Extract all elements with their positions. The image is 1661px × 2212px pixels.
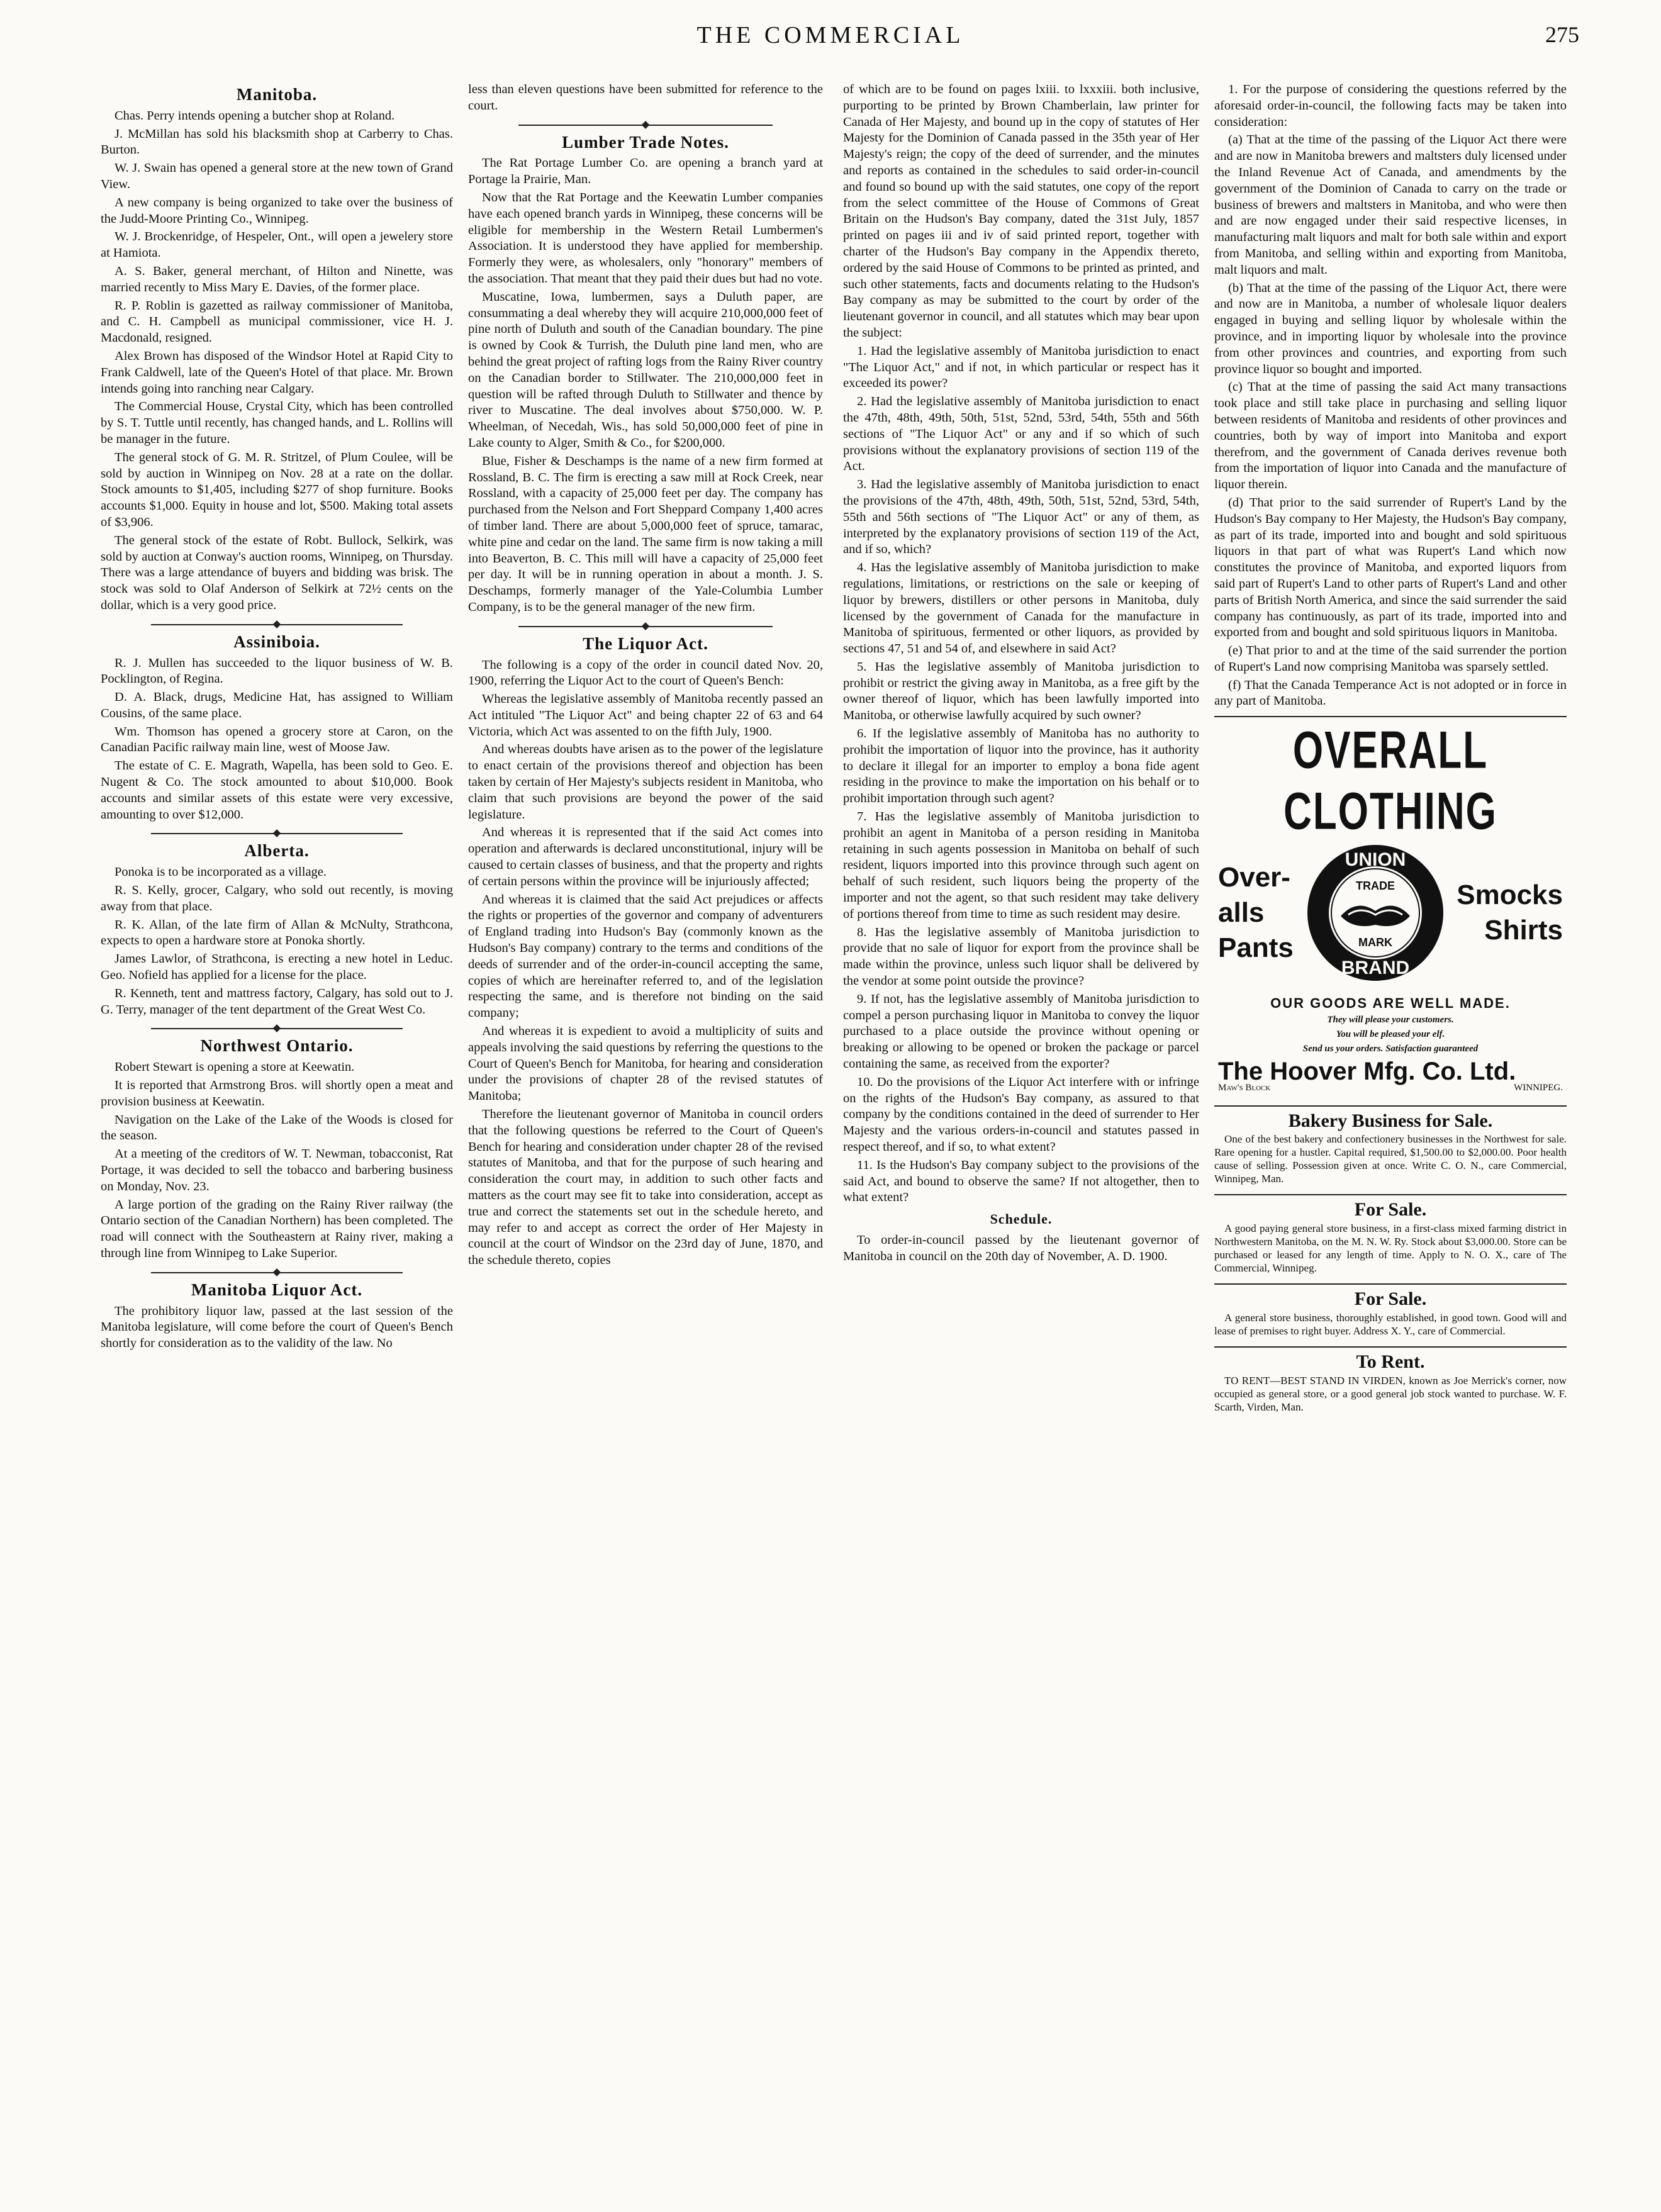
news-item: Navigation on the Lake of the Lake of the Woods is closed for the season. [101,1112,453,1143]
fact-item: (c) That at the time of passing the said Act many transactions took place and still take place in purchasing and selling liquor between residents of Manitoba and residents of other provinces and countries, both by way of import into Manitoba and export therefrom, and the government of Canada derives revenue both from the importation of liquor into Canada and the manufacture of liquor therein. [1214,380,1567,492]
ad-left-line: Over- [1218,862,1290,893]
seal-text-mark: MARK [1358,936,1392,949]
classified-text: One of the best bakery and confectionery businesses in the Northwest for sale. Rare opening for a hustler. Capital required, $1,500.00 to $2,000.00. Poor health cause of selling. Possession given at once. Write C. O. N., care Commercial, Winnipeg, Man. [1214,1133,1567,1185]
ad-right-products [1457,878,1563,948]
section-manitoba [101,108,453,614]
section-divider [101,1024,453,1033]
news-item: W. J. Swain has opened a general store at the new town of Grand View. [101,161,453,191]
classified-ad [1214,1199,1567,1285]
news-item: The estate of C. E. Magrath, Wapella, has been sold to Geo. E. Nugent & Co. The stock amounted to about $10,000. Book accounts and similar assets of this estate were very excessive, amounting to over $12,000. [101,759,453,822]
classified-ad [1214,1110,1567,1196]
column-4 [1214,82,1567,2196]
question-item: 8. Has the legislative assembly of Manitoba jurisdiction to provide that no sale of liquor for export from the province shall be made within the province, unless such liquor shall be delivered by the vendor at some point outside the province? [843,925,1199,988]
ad-note: You will be pleased your elf. [1336,1029,1445,1040]
section-divider [101,829,453,838]
section-heading-liquor-act: The Liquor Act. [583,634,708,653]
ad-company-name: The Hoover Mfg. Co. Ltd. [1218,1058,1516,1086]
continued-text: less than eleven questions have been submitted for reference to the court. [468,82,823,113]
question-item: 2. Had the legislative assembly of Manitoba jurisdiction to enact the 47th, 48th, 49th, 50th, 51st, 52nd, 53rd, 54th, 55th and 56th sections of "The Liquor Act" or any and if so which of such provisions without the explanatory provisions of section 119 of the Act. [843,394,1199,474]
classified-ad [1214,1351,1567,1422]
news-item: R. Kenneth, tent and mattress factory, Calgary, has sold out to J. G. Terry, manager of the tent department of the Great West Co. [101,986,453,1017]
seal-text-trade: TRADE [1355,880,1395,893]
section-heading-manitoba: Manitoba. [236,85,318,104]
ad-middle [1218,841,1563,985]
column-3 [843,82,1199,2196]
fact-item: (f) That the Canada Temperance Act is not adopted or in force in any part of Manitoba. [1214,678,1567,708]
news-item: Now that the Rat Portage and the Keewatin Lumber companies have each opened branch yards in Winnipeg, these concerns will be eligible for membership in the Western Retail Lumbermen's Association. It is understood they have applied for membership. Formerly they were, as wholesalers, only "honorary" members of the association. That meant that they paid their dues but had no vote. [468,190,823,286]
ad-title: OVERALL CLOTHING [1284,721,1497,841]
section-heading-assiniboia: Assiniboia. [233,632,320,651]
news-item: W. J. Brockenridge, of Hespeler, Ont., will open a jewelery store at Hamiota. [101,230,453,260]
news-item: A large portion of the grading on the Rainy River railway (the Ontario section of the Canadian Northern) has been completed. The road will connect with the Southeastern at Rainy river, making a through line from Winnipeg to Lake Superior. [101,1197,453,1260]
news-item: The following is a copy of the order in council dated Nov. 20, 1900, referring the Liquor Act to the court of Queen's Bench: [468,657,823,688]
section-divider [468,622,823,631]
news-item: And whereas doubts have arisen as to the power of the legislature to enact certain of the provisions thereof and objection has been taken by certain of Her Majesty's subjects resident in Manitoba, who claim that such provisions are beyond the power of the said legislature. [468,742,823,822]
classified-heading: For Sale. [1354,1288,1427,1310]
question-item: 3. Had the legislative assembly of Manitoba jurisdiction to enact the provisions of the 47th, 48th, 49th, 50th, 51st, 52nd, 53rd, 54th, 55th and 56th sections of "The Liquor Act" or any of them, as interpreted by the explanatory provisions of section 119 of the Act, and if so, which? [843,478,1199,557]
news-item: D. A. Black, drugs, Medicine Hat, has assigned to William Cousins, of the same place. [101,690,453,720]
news-item: R. K. Allan, of the late firm of Allan & McNulty, Strathcona, expects to open a hardware store at Ponoka shortly. [101,917,453,948]
news-item: The general stock of the estate of Robt. Bullock, Selkirk, was sold by auction at Conway's auction rooms, Winnipeg, on Thursday. There was a large attendance of buyers and bidding was brisk. The stock was sold to Olaf Anderson of Selkirk at 72½ cents on the dollar, which is a very good price. [101,533,453,612]
classified-text: A general store business, thoroughly established, in good town. Good will and lease of premises to right buyer. Address X. Y., care of Commercial. [1214,1312,1567,1338]
fact-item: (d) That prior to the said surrender of Rupert's Land by the Hudson's Bay company to Her Majesty, the Hudson's Bay company, as part of its trade, imported into and bought and sold spirituous liquors in that part of what was Rupert's Land which now constitutes the province of Manitoba, and exported liquors from said part of Rupert's Land to other parts of Rupert's Land and other parts of British North America, and since the said surrender the said company has continuously, as part of its trade, imported into and exported from and bought and sold spirituous liquors in Manitoba. [1214,495,1567,640]
column-2 [468,82,823,2196]
news-item: J. McMillan has sold his blacksmith shop at Carberry to Chas. Burton. [101,126,453,157]
news-item: It is reported that Armstrong Bros. will shortly open a meat and provision business at Keewatin. [101,1078,453,1109]
question-item: 11. Is the Hudson's Bay company subject to the provisions of the said Act, and bound to observe the same? If not altogether, then to what extent? [843,1158,1199,1205]
section-heading-alberta: Alberta. [244,841,310,861]
page-number: 275 [1545,22,1579,47]
question-item: 1. Had the legislative assembly of Manitoba jurisdiction to enact "The Liquor Act," and if not, in which particular or respect has it exceeded its power? [843,344,1199,391]
question-item: 9. If not, has the legislative assembly of Manitoba jurisdiction to compel a person purchasing liquor in Manitoba to convey the liquor purchased to a place outside the province without opening or breaking or allowing to be opened or broken the package or parcel containing the same, as received from the exporter? [843,991,1199,1071]
ad-right-line: Shirts [1484,915,1563,946]
news-item: R. S. Kelly, grocer, Calgary, who sold out recently, is moving away from that place. [101,883,453,913]
news-item: The prohibitory liquor law, passed at the last session of the Manitoba legislature, will come before the court of Queen's Bench shortly for consideration as to the validity of the law. No [101,1304,453,1351]
newspaper-title: THE COMMERCIAL [696,22,965,48]
ad-slogan: OUR GOODS ARE WELL MADE. [1270,995,1511,1012]
news-item: Robert Stewart is opening a store at Keewatin. [115,1060,355,1075]
news-item: Alex Brown has disposed of the Windsor Hotel at Rapid City to Frank Caldwell, late of the Queen's Hotel of that place. Mr. Brown intends going into ranching near Calgary. [101,349,453,396]
question-item: 4. Has the legislative assembly of Manitoba jurisdiction to make regulations, limitations, or restrictions on the sale or keeping of liquor by brewers, distillers or other persons in Manitoba, duly licensed by the government of Canada for the manufacture in Manitoba of spirituous, fermented or other liquors, as provided by sections 47, 51 and 54 of, and elsewhere in said Act? [843,561,1199,656]
news-item: At a meeting of the creditors of W. T. Newman, tobacconist, Rat Portage, it was decided to sell the tobacco and barbering business on Monday, Nov. 23. [101,1147,453,1193]
section-heading-nw-ontario: Northwest Ontario. [200,1036,354,1056]
ad-note: They will please your customers. [1327,1015,1454,1025]
question-item: 6. If the legislative assembly of Manitoba has no authority to prohibit the importation of liquor into the province, has it authority to declare it illegal for an importer to employ a bona fide agent residing in the province to make the importation on his behalf or to prohibit importation through such agent? [843,727,1199,806]
classified-text: TO RENT—BEST STAND IN VIRDEN, known as Joe Merrick's corner, now occupied as general store, or a good general job stock wanted to purchase. W. F. Scarth, Virden, Man. [1214,1374,1567,1413]
fact-item: (e) That prior to and at the time of the said surrender the portion of Rupert's Land now comprising Manitoba was sparsely settled. [1214,644,1567,674]
question-item: 10. Do the provisions of the Liquor Act interfere with or infringe on the rights of the Hudson's Bay company, as assured to that company by the conditions contained in the deed of surrender to Her Majesty and the various orders-in-council and statutes passed in respect thereof, and if so, to what extent? [843,1075,1199,1154]
news-item: Chas. Perry intends opening a butcher shop at Roland. [115,108,395,123]
ad-city: WINNIPEG. [1514,1082,1563,1093]
news-item: Therefore the lieutenant governor of Manitoba in council orders that the following questions be referred to the Court of Queen's Bench for hearing and consideration under chapter 28 of the revised statutes of Manitoba, and that for the purpose of such hearing and consideration the court may, in addition to such other facts and matters as the court may see fit to take into consideration, accept as true and correct the statements set out in the schedule hereto, and may refer to and accept as correct the order of Her Majesty in council at the court of Windsor on the 23rd day of June, 1870, and the schedule thereto, copies [468,1107,823,1268]
schedule-text: To order-in-council passed by the lieutenant governor of Manitoba in council on the 20th day of November, A. D. 1900. [843,1232,1199,1263]
section-heading-manitoba-liquor-act: Manitoba Liquor Act. [191,1280,363,1299]
classified-heading: To Rent. [1356,1351,1425,1373]
ad-left-products [1218,860,1294,966]
news-item: And whereas it is represented that if the said Act comes into operation and afterwards is declared unconstitutional, injury will be caused to certain classes of business, and that the property and rights of certain persons within the province will be injuriously affected; [468,825,823,888]
classified-heading: Bakery Business for Sale. [1288,1110,1493,1131]
schedule-heading: Schedule. [990,1211,1053,1227]
question-item: 7. Has the legislative assembly of Manitoba jurisdiction to prohibit an agent in Manitoba of a person residing in Manitoba retaining in such agents possession in Manitoba on behalf of such resident, liquors imported into this province through such agent on behalf of such resident, such liquors being the property of the importer and not the agent, so that such resident may take delivery of portions thereof from time to time as such resident may desire. [843,810,1199,921]
news-item: James Lawlor, of Strathcona, is erecting a new hotel in Leduc. Geo. Nofield has applied for a license for the place. [101,952,453,983]
question-item: 5. Has the legislative assembly of Manitoba jurisdiction to prohibit or restrict the giving away in Manitoba, as a free gift by the owner thereof of liquor, which has been lawfully imported into Manitoba, or otherwise lawfully acquired by such owner? [843,659,1199,723]
classified-text: A good paying general store business, in a first-class mixed farming district in Northwestern Manitoba, on the M. N. W. Ry. Stock about $3,000.00. Store can be purchased or leased for any length of time. Apply to N. O. X., care of The Commercial, Winnipeg. [1214,1222,1567,1275]
ad-left-line: alls [1218,897,1265,929]
news-item: A new company is being organized to take over the business of the Judd-Moore Printing Co., Winnipeg. [101,195,453,226]
news-item: And whereas it is claimed that the said Act prejudices or affects the rights or properties of the governor and company of adventurers of England trading into Hudson's Bay (commonly known as the Hudson's Bay company) contrary to the terms and conditions of the deeds of surrender and of the order-in-council accepting the same, copies of which are hereinafter referred to, and of the legislation respecting the same, and is therefore not binding on the said company; [468,892,823,1020]
classified-heading: For Sale. [1354,1199,1427,1221]
news-item: The general stock of G. M. R. Stritzel, of Plum Coulee, will be sold by auction in Winnipeg on Nov. 28 at a rate on the dollar. Stock amounts to $1,405, including $277 of shop furniture. Books accounts $1,000. Equity in house and lot, $500. Making total assets of $3,906. [101,450,453,529]
seal-text-bottom: BRAND [1341,958,1409,979]
fact-item: (b) That at the time of the passing of the Liquor Act, there were and now are in Manitoba, a number of wholesale liquor dealers engaged in buying and selling liquor by wholesale within the province, and in importing liquor by wholesale into the province from other provinces and countries, and exporting from such province liquor so bought and imported. [1214,281,1567,376]
ad-left-line: Pants [1218,932,1294,964]
classifieds [1214,1110,1567,1422]
classified-ad [1214,1288,1567,1348]
section-heading-lumber: Lumber Trade Notes. [562,132,729,152]
fact-item: (a) That at the time of the passing of the Liquor Act there were and are now in Manitoba brewers and maltsters duly licensed under the Inland Revenue Act of Canada, and amendments by the government of the Dominion of Canada to carry on the trade or business of brewers and maltsters in Manitoba, and who were then and are now engaged under their said respective licenses, in manufacturing malt liquors and malt for both sale within and export from Manitoba, and selling within and exporting from Manitoba, malt liquors and malt. [1214,133,1567,277]
news-item: Whereas the legislative assembly of Manitoba recently passed an Act intituled "The Liquor Act" and being chapter 22 of 63 and 64 Victoria, which Act was assented to on the fifth July, 1900. [468,692,823,739]
ad-right-line: Smocks [1457,880,1563,911]
column-1 [101,82,453,2196]
section-assiniboia [101,656,453,824]
section-divider [101,620,453,629]
news-item: R. P. Roblin is gazetted as railway commissioner of Manitoba, and C. H. Campbell as municipal commissioner, vice H. J. Macdonald, resigned. [101,298,453,345]
news-item: A. S. Baker, general merchant, of Hilton and Ninette, was married recently to Miss Mary E. Davies, of the former place. [101,264,453,294]
news-item: Muscatine, Iowa, lumbermen, says a Duluth paper, are consummating a deal whereby they will acquire 210,000,000 feet of pine north of Duluth and south of the Canadian boundary. The pine is owned by Cook & Turrish, the Duluth pine land men, who are behind the great project of rafting logs from the Rainy River country on the Canadian border to Stillwater. The 210,000,000 feet in question will be rafted through Duluth to Stillwater and thence by river to Muscatine. The deal involves about $750,000. W. P. Wheelman, of Necedah, Wis., has sold 50,000,000 feet of pine in Lake county to Alger, Smith & Co., for $200,000. [468,289,823,450]
masthead [0,0,1661,69]
overall-clothing-ad [1214,716,1567,1106]
news-item: Wm. Thomson has opened a grocery store at Caron, on the Canadian Pacific railway main line, west of Moose Jaw. [101,724,453,755]
news-item: Blue, Fisher & Deschamps is the name of a new firm formed at Rossland, B. C. The firm is erecting a saw mill at Rock Creek, near Rossland, with a capacity of 25,000 feet per day. The company has purchased from the Nelson and Fort Sheppard Company 1,400 acres of timber land. There are about 5,000,000 feet of spruce, tamarac, white pine and cedar on the land. The same firm is now taking a mill into Beaverton, B. C. This mill will have a capacity of 25,000 feet per day. It will be in running operation in about a month. J. S. Deschamps, formerly manager of the Yale-Columbia Lumber Company, is to be the general manager of the new firm. [468,454,823,614]
news-item: The Rat Portage Lumber Co. are opening a branch yard at Portage la Prairie, Man. [468,156,823,187]
section-divider [468,121,823,130]
ad-block: Maw's Block [1218,1082,1271,1093]
section-alberta [101,864,453,1018]
seal-text-top: UNION [1345,849,1406,871]
continued-text: of which are to be found on pages lxiii. to lxxxiii. both inclusive, purporting to be printed by Brown Chamberlain, law printer for Canada of Her Majesty, and bound up in the copy of statutes of Her Majesty for the Dominion of Canada passed in the 35th year of Her Majesty's reign; the copy of the deed of surrender, and the minutes and reports as contained in the schedules to said order-in-council and found so bound up with the said statutes, one copy of the report from the select committee of the House of Commons of Great Britain on the Hudson's Bay company, dated the 31st July, 1857 printed on pages iii and iv of said printed report, together with charter of the Hudson's Bay company in the Appendix thereto, ordered by the said House of Commons to be printed as printed, and such other statements, facts and documents relating to the Hudson's Bay company as may be submitted to the court by order of the lieutenant governor in council, and all statutes which may bear upon the subject: [843,82,1199,340]
union-brand-seal-icon [1303,841,1448,985]
section-divider [101,1268,453,1277]
news-item: The Commercial House, Crystal City, which has been controlled by S. T. Tuttle until recently, has changed hands, and L. Rollins will be manager in the future. [101,399,453,446]
news-item: And whereas it is expedient to avoid a multiplicity of suits and appeals involving the said questions by referring the questions to the Court of Queen's Bench for Manitoba, for hearing and consideration under the provisions of chapter 28 of the revised statutes of Manitoba; [468,1024,823,1103]
ad-note: Send us your orders. Satisfaction guaranteed [1302,1044,1479,1054]
news-item: R. J. Mullen has succeeded to the liquor business of W. B. Pocklington, of Regina. [101,656,453,686]
section-nw-ontario [101,1059,453,1262]
news-item: Ponoka is to be incorporated as a village. [115,865,327,880]
fact-item: 1. For the purpose of considering the questions referred by the aforesaid order-in-council, the following facts may be taken into consideration: [1214,82,1567,129]
